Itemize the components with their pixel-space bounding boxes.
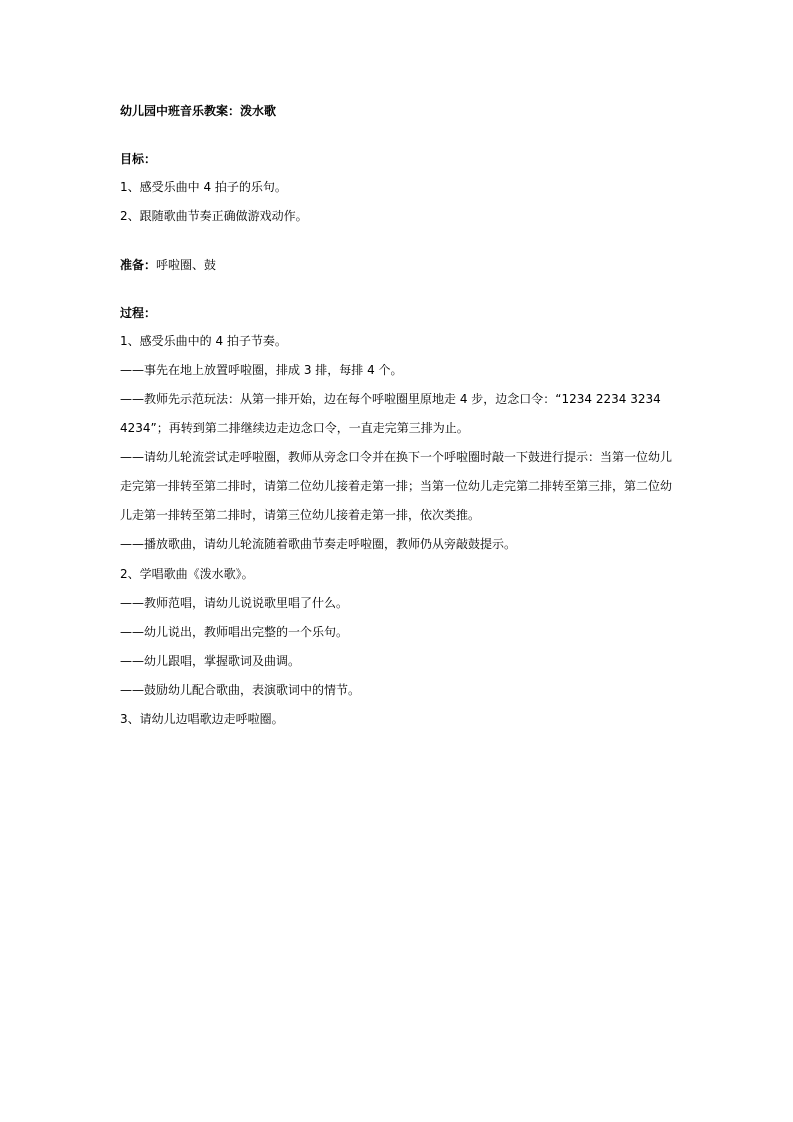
prep-label: 准备：: [120, 258, 157, 272]
prep-paragraph: [120, 257, 216, 273]
goal-item: 2、跟随歌曲节奏正确做游戏动作。: [120, 209, 308, 223]
process-heading: 过程：: [120, 306, 157, 320]
process-line: 2、学唱歌曲《泼水歌》。: [120, 567, 254, 581]
prep-text: 呼啦圈、鼓: [156, 258, 217, 272]
goal-item: 1、感受乐曲中 4 拍子的乐句。: [120, 180, 287, 194]
process-line: ——幼儿说出，教师唱出完整的一个乐句。: [120, 625, 349, 639]
process-line: 走完第一排转至第二排时，请第二位幼儿接着走第一排；当第一位幼儿走完第二排转至第三排，第二位幼: [120, 479, 673, 493]
process-line: 4234”；再转到第二排继续边走边念口令，一直走完第三排为止。: [120, 421, 469, 435]
process-line: ——播放歌曲，请幼儿轮流随着歌曲节奏走呼啦圈，教师仍从旁敲鼓提示。: [120, 537, 517, 551]
process-line: 1、感受乐曲中的 4 拍子节奏。: [120, 334, 287, 348]
goals-heading: 目标：: [120, 152, 157, 166]
process-line: ——幼儿跟唱，掌握歌词及曲调。: [120, 654, 301, 668]
process-line: 儿走第一排转至第二排时，请第三位幼儿接着走第一排，依次类推。: [120, 508, 481, 522]
process-line: 3、请幼儿边唱歌边走呼啦圈。: [120, 712, 284, 726]
process-line: ——鼓励幼儿配合歌曲，表演歌词中的情节。: [120, 683, 361, 697]
process-line: ——教师先示范玩法：从第一排开始，边在每个呼啦圈里原地走 4 步，边念口令：“1234 2234 3234: [120, 392, 661, 406]
process-line: ——请幼儿轮流尝试走呼啦圈，教师从旁念口令并在换下一个呼啦圈时敲一下鼓进行提示：当第一位幼儿: [120, 450, 673, 464]
process-line: ——事先在地上放置呼啦圈，排成 3 排，每排 4 个。: [120, 363, 403, 377]
document-title: 幼儿园中班音乐教案：泼水歌: [120, 104, 277, 118]
process-line: ——教师范唱，请幼儿说说歌里唱了什么。: [120, 596, 349, 610]
